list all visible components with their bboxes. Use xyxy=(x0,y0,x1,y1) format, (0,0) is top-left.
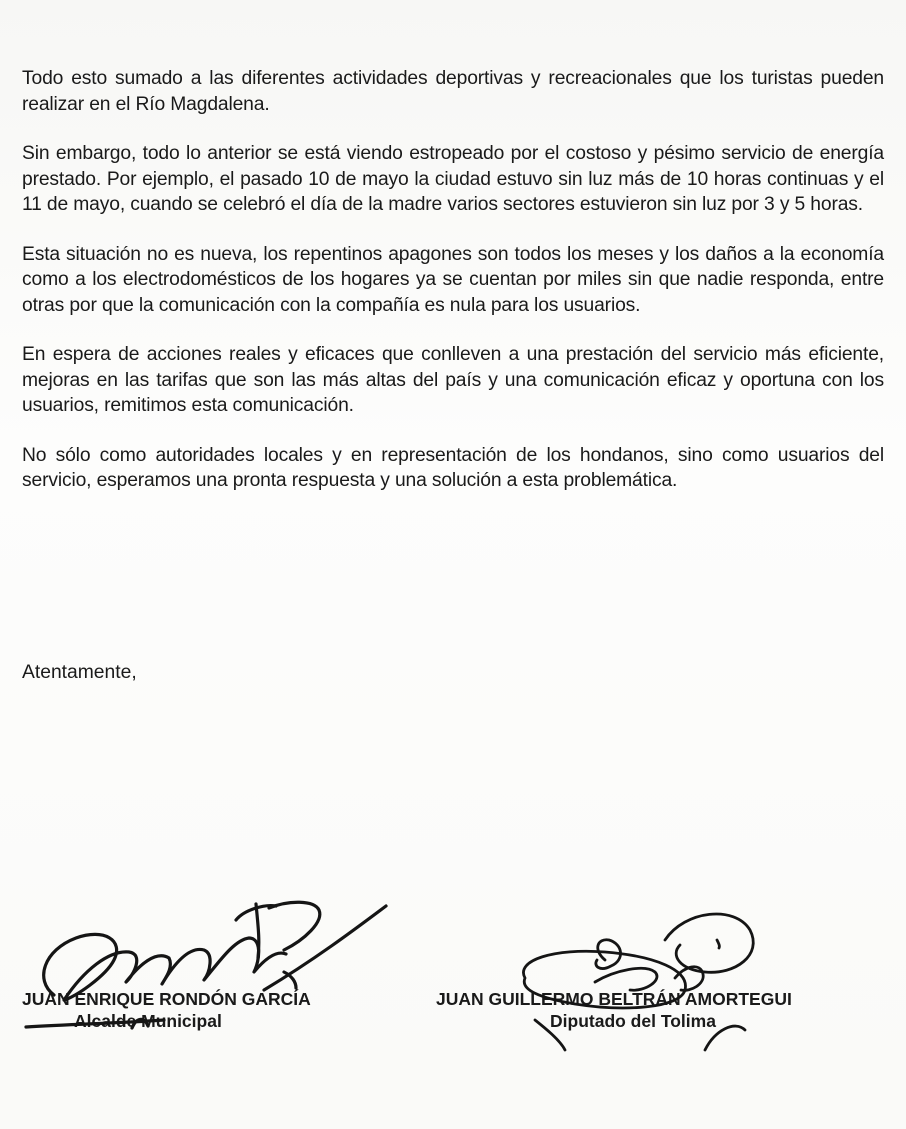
signatory-right-name: JUAN GUILLERMO BELTRÁN AMORTEGUI xyxy=(436,989,792,1009)
signatory-left-title: Alcalde Municipal xyxy=(74,1011,222,1031)
signature-left-image xyxy=(14,880,394,1050)
paragraph-3: Esta situación no es nueva, los repentinos apagones son todos los meses y los daños a la economía como a los electrodomésticos de los hogares ya se cuentan por miles sin que nadie responda, entre otras por que la comunicación con la compañía es nula para los usuarios. xyxy=(22,243,884,316)
paragraph-5: No sólo como autoridades locales y en representación de los hondanos, sino como usuarios del servicio, esperamos una pronta respuesta y una solución a esta problemática. xyxy=(22,444,884,491)
signatory-right-title: Diputado del Tolima xyxy=(550,1011,716,1031)
paragraph-2: Sin embargo, todo lo anterior se está viendo estropeado por el costoso y pésimo servicio de energía prestado. Por ejemplo, el pasado 10 de mayo la ciudad estuvo sin luz más de 10 horas continuas y el 11 de mayo, cuando se celebró el día de la madre varios sectores estuvieron sin luz por 3 y 5 horas. xyxy=(22,143,884,215)
signature-right-image xyxy=(505,900,775,1070)
closing-salutation: Atentamente, xyxy=(22,662,137,683)
paragraph-4: En espera de acciones reales y eficaces que conlleven a una prestación del servicio más eficiente, mejoras en las tarifas que son las más altas del país y una comunicación eficaz y oportuna con los usuarios, remitimos esta comunicación. xyxy=(22,344,884,416)
signatory-left-name: JUAN ENRIQUE RONDÓN GARCÍA xyxy=(22,989,311,1009)
letter-body xyxy=(22,66,884,518)
paragraph-1: Todo esto sumado a las diferentes actividades deportivas y recreacionales que los turistas pueden realizar en el Río Magdalena. xyxy=(22,68,884,115)
